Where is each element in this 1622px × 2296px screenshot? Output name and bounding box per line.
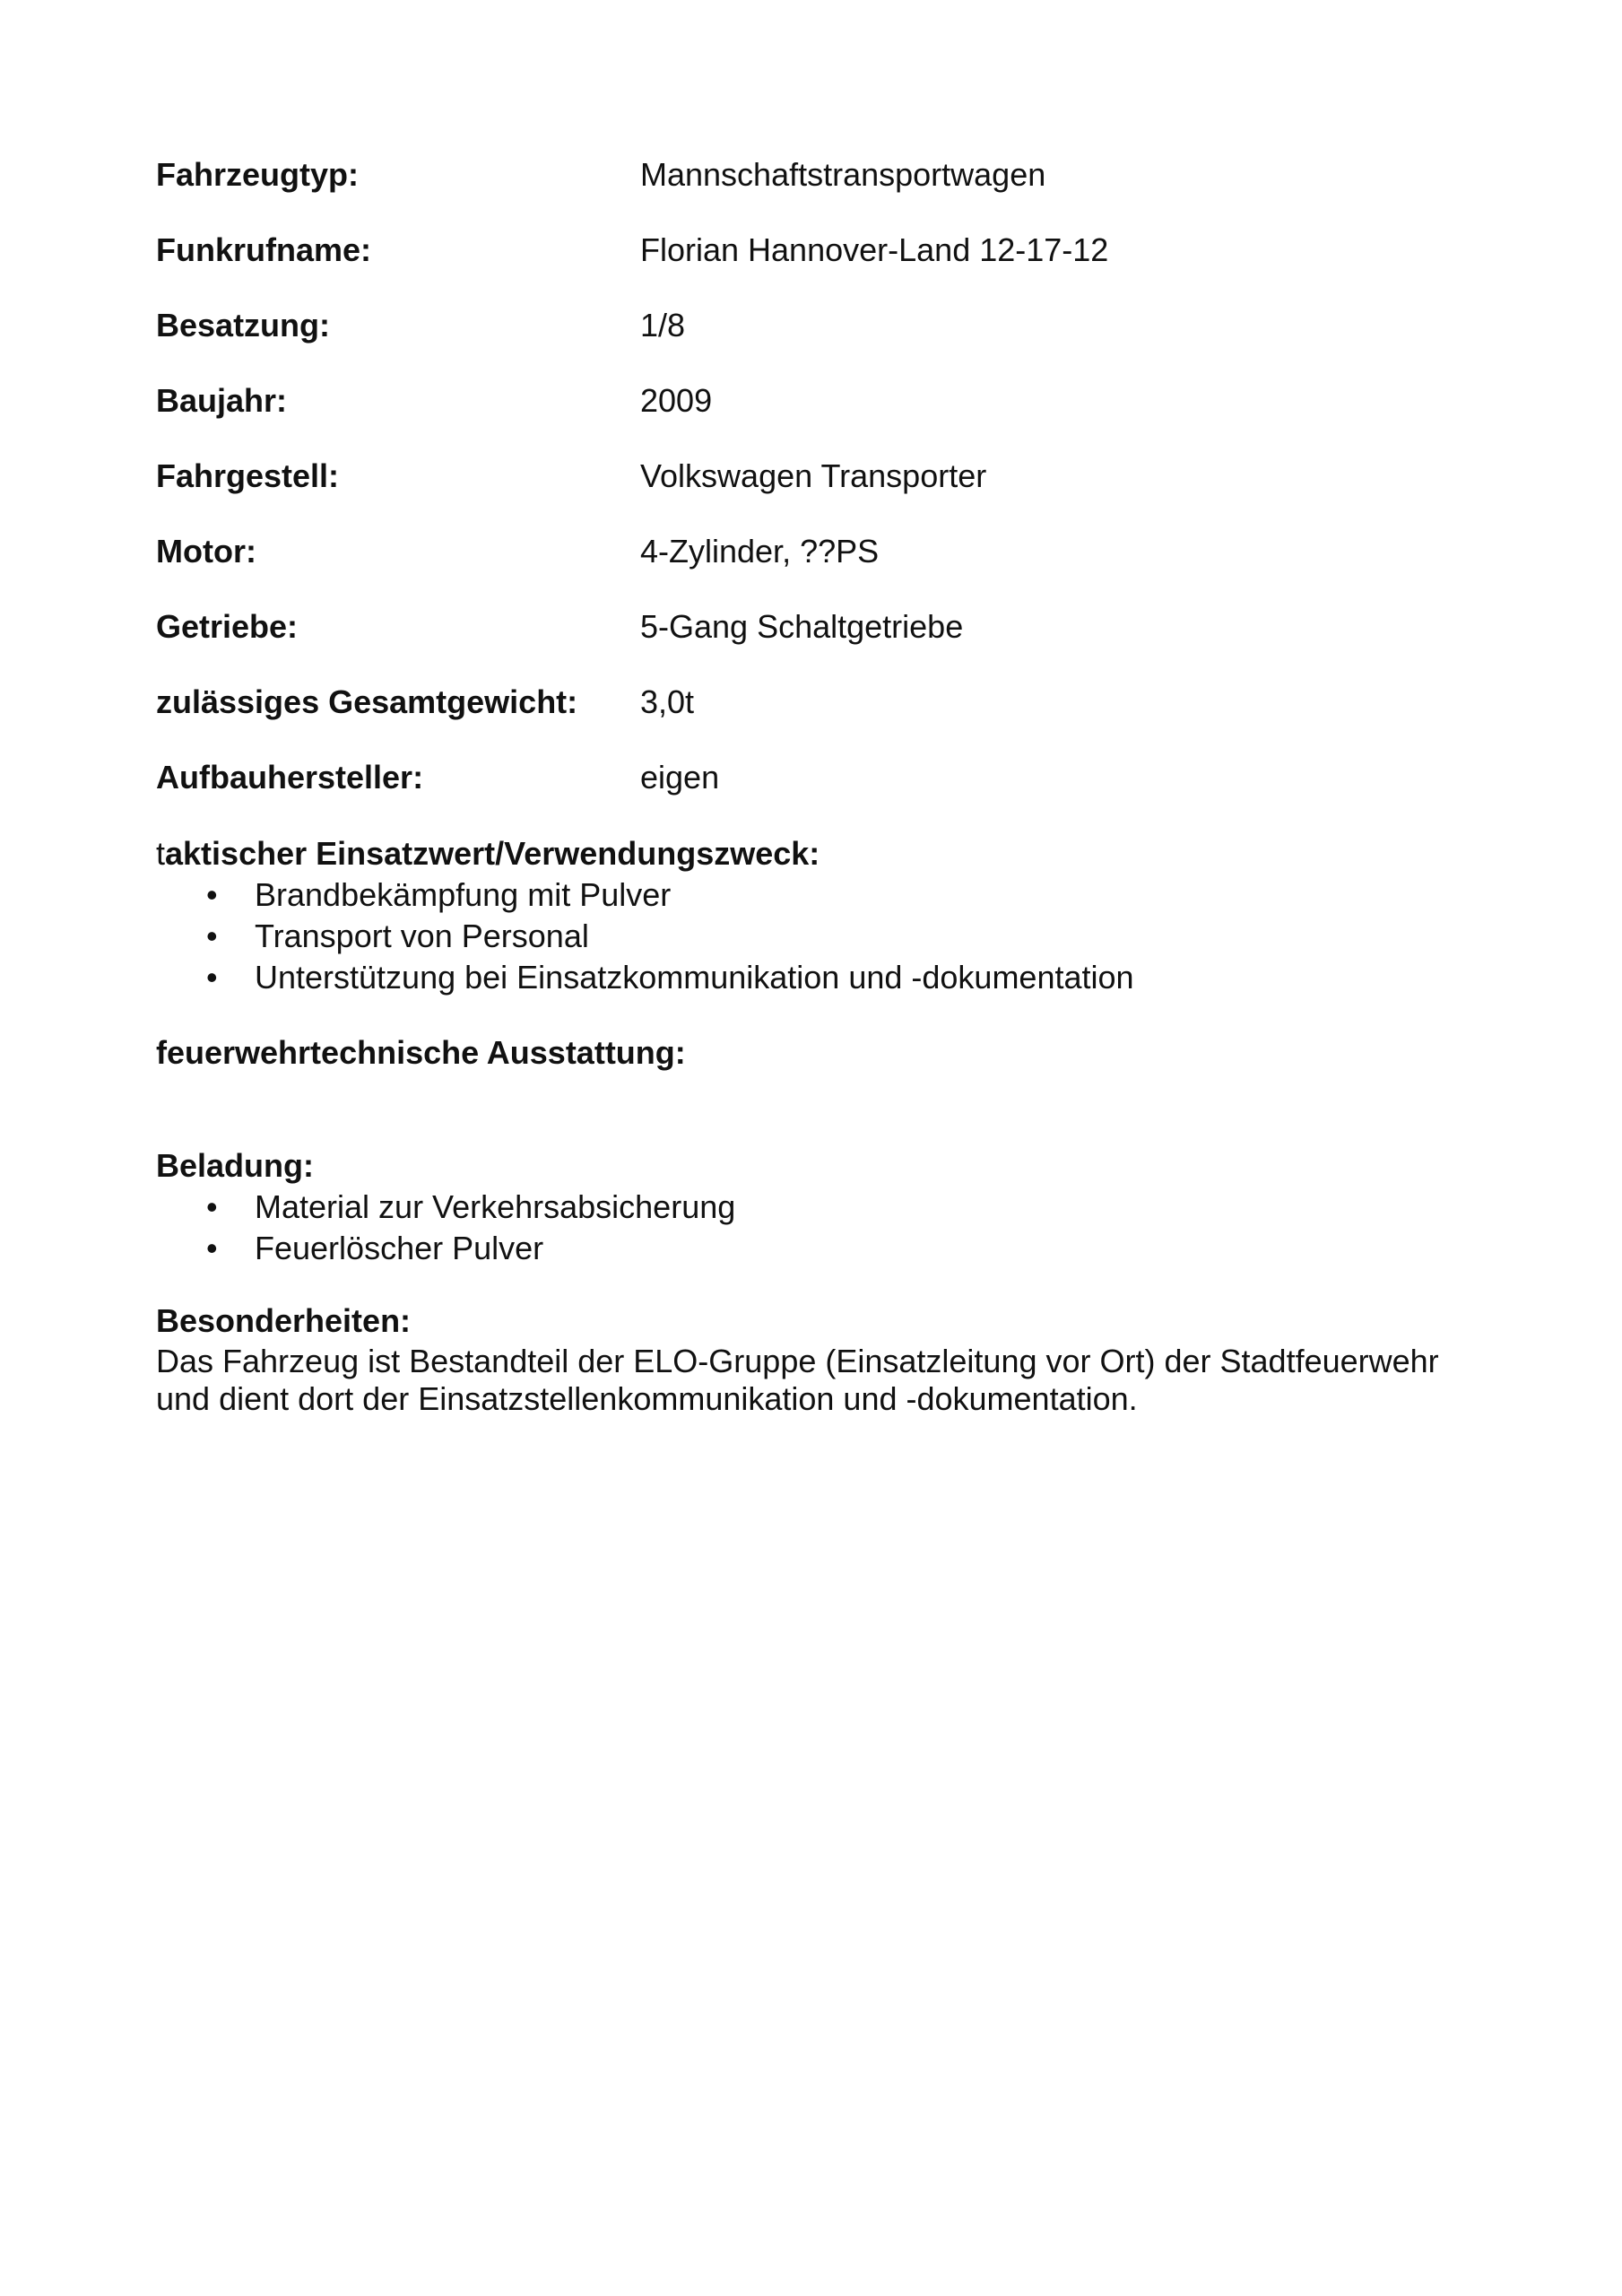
ausstattung-heading: feuerwehrtechnische Ausstattung: xyxy=(156,1034,686,1071)
list-item-text: Feuerlöscher Pulver xyxy=(255,1230,544,1266)
besonderheiten-line-2: und dient dort der Einsatzstellenkommunikation und -dokumentation. xyxy=(156,1380,1138,1417)
bullet-icon: • xyxy=(206,959,218,996)
taktisch-heading xyxy=(156,833,820,874)
list-item-text: Material zur Verkehrsabsicherung xyxy=(255,1188,736,1225)
bullet-icon: • xyxy=(206,876,218,913)
spec-row-besatzung xyxy=(156,303,1501,348)
spec-label: Besatzung: xyxy=(156,307,331,344)
bullet-icon: • xyxy=(206,1188,218,1225)
spec-row-gesamtgewicht xyxy=(156,680,1501,725)
spec-value: 1/8 xyxy=(640,307,686,344)
spec-row-motor xyxy=(156,529,1501,574)
spec-value: eigen xyxy=(640,759,720,796)
spec-row-baujahr xyxy=(156,378,1501,423)
spec-label: zulässiges Gesamtgewicht: xyxy=(156,683,578,720)
list-item-text: Transport von Personal xyxy=(255,918,589,954)
spec-value: 4-Zylinder, ??PS xyxy=(640,533,880,570)
taktisch-heading-rest: aktischer Einsatzwert/Verwendungszweck: xyxy=(165,835,820,872)
beladung-heading: Beladung: xyxy=(156,1147,314,1184)
spec-value: Mannschaftstransportwagen xyxy=(640,156,1046,193)
spec-row-getriebe xyxy=(156,604,1501,649)
taktisch-heading-lead: t xyxy=(156,835,166,872)
spec-row-fahrgestell xyxy=(156,454,1501,499)
bullet-icon: • xyxy=(206,1230,218,1266)
spec-row-fahrzeugtyp xyxy=(156,152,1501,197)
list-item-text: Unterstützung bei Einsatzkommunikation und -dokumentation xyxy=(255,959,1134,996)
besonderheiten-heading: Besonderheiten: xyxy=(156,1302,412,1339)
spec-label: Fahrgestell: xyxy=(156,457,340,494)
spec-label: Aufbauhersteller: xyxy=(156,759,424,796)
spec-value: Volkswagen Transporter xyxy=(640,457,987,494)
spec-value: 2009 xyxy=(640,382,713,419)
list-item-text: Brandbekämpfung mit Pulver xyxy=(255,876,672,913)
spec-label: Getriebe: xyxy=(156,608,299,645)
spec-value: 5-Gang Schaltgetriebe xyxy=(640,608,964,645)
bullet-icon: • xyxy=(206,918,218,954)
spec-label: Fahrzeugtyp: xyxy=(156,156,360,193)
spec-row-funkrufname xyxy=(156,228,1501,273)
spec-value: 3,0t xyxy=(640,683,695,720)
spec-label: Baujahr: xyxy=(156,382,288,419)
spec-label: Motor: xyxy=(156,533,256,570)
besonderheiten-line-1: Das Fahrzeug ist Bestandteil der ELO-Gruppe (Einsatzleitung vor Ort) der Stadtfeuerwehr xyxy=(156,1343,1439,1379)
spec-row-aufbauhersteller xyxy=(156,755,1501,800)
spec-value: Florian Hannover-Land 12-17-12 xyxy=(640,231,1109,268)
spec-label: Funkrufname: xyxy=(156,231,372,268)
